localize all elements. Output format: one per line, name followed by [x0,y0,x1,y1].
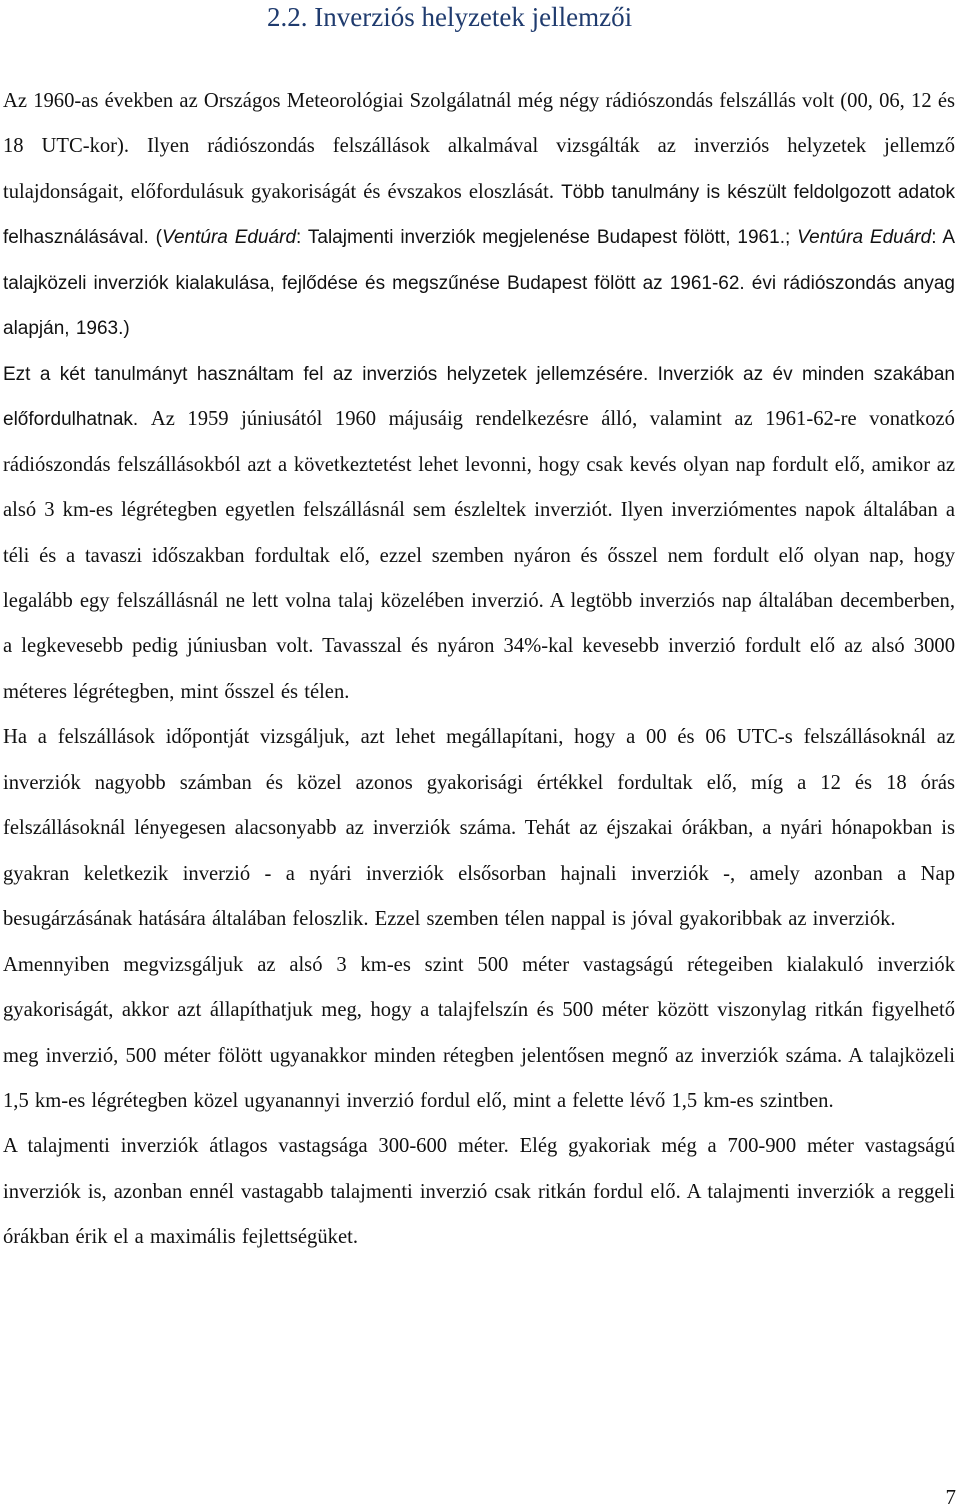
paragraph-run: Az 1960-as években az Országos Meteorológiai Szolgálatnál még négy rádiószondás felszállás volt (00, 06, 12 és 18 UTC-kor). Ilyen rádiószondás felszállások alkalmával vizsgálták az inverziós helyzetek jellemző tulajdonságait, előfordulásuk gyakoriságát és évszakos eloszlását. [3,90,955,203]
paragraph-seasonal [3,352,955,716]
paragraph-run: : Talajmenti inverziók megjelenése Budapest fölött, 1961.; [296,227,798,249]
paragraph-launch-times [3,715,955,942]
paragraph-layers [3,943,955,1125]
paragraph-intro [3,79,955,352]
paragraph-run: A talajmenti inverziók átlagos vastagsága 300-600 méter. Elég gyakoriak még a 700-900 méter vastagságú inverziók is, azonban ennél vastagabb talajmenti inverzió csak ritkán fordul elő. A talajmenti inverziók a reggeli órákban érik el a maximális fejlettségüket. [3,1135,955,1249]
paragraph-run: Ezt a két tanulmányt használtam fel az inverziós helyzetek jellemzésére. Inverziók az év minden szakában előfordulhatnak. [3,363,955,431]
paragraph-run: Ha a felszállások időpontját vizsgáljuk, azt lehet megállapítani, hogy a 00 és 06 UTC-s felszállásoknál az inverziók nagyobb számban és közel azonos gyakorisági értékkel fordultak elő, míg a 12 és 18 órás felszállásoknál lényegesen alacsonyabb az inverziók száma. Tehát az éjszakai órákban, a nyári hónapokban is gyakran keletkezik inverzió - a nyári inverziók elsősorban hajnali inverziók -, amely azonban a Nap besugárzásának hatására általában feloszlik. Ezzel szemben télen nappal is jóval gyakoribbak az inverziók. [3,726,955,931]
section-heading: 2.2. Inverziós helyzetek jellemzői [267,2,633,32]
paragraph-run: : A talajközeli inverziók kialakulása, fejlődése és megszűnése Budapest fölött az 1961-62. évi rádiószondás anyag alapján, 1963.) [3,227,956,340]
paragraph-run: Több tanulmány is készült feldolgozott adatok felhasználásával. ( [3,181,955,249]
body-text [3,79,955,1261]
paragraph-thickness [3,1124,955,1260]
page-number: 7 [945,1485,956,1509]
author-name: Ventúra Eduárd [797,227,932,249]
paragraph-run: Az 1959 júniusától 1960 májusáig rendelkezésre álló, valamint az 1961-62-re vonatkozó rádiószondás felszállásokból azt a következtetést lehet levonni, hogy csak kevés olyan nap fordult elő, amikor az alsó 3 km-es légrétegben egyetlen felszállásnál sem észleltek inverziót. Ilyen inverziómentes napok általában a téli és a tavaszi időszakban fordultak elő, ezzel szemben nyáron és ősszel nem fordult elő olyan nap, hogy legalább egy felszállásnál ne lett volna talaj közelében inverzió. A legtöbb inverziós nap általában decemberben, a legkevesebb pedig júniusban volt. Tavasszal és nyáron 34%-kal kevesebb inverzió fordult elő az alsó 3000 méteres légrétegben, mint ősszel és télen. [3,408,955,703]
paragraph-run: Amennyiben megvizsgáljuk az alsó 3 km-es szint 500 méter vastagságú rétegeiben kialakuló inverziók gyakoriságát, akkor azt állapíthatjuk meg, hogy a talajfelszín és 500 méter között viszonylag ritkán figyelhető meg inverzió, 500 méter fölött ugyanakkor minden rétegben jelentősen megnő az inverziók száma. A talajközeli 1,5 km-es légrétegben közel ugyanannyi inverzió fordul elő, mint a felette lévő 1,5 km-es szintben. [3,953,955,1112]
author-name: Ventúra Eduárd [162,227,297,249]
